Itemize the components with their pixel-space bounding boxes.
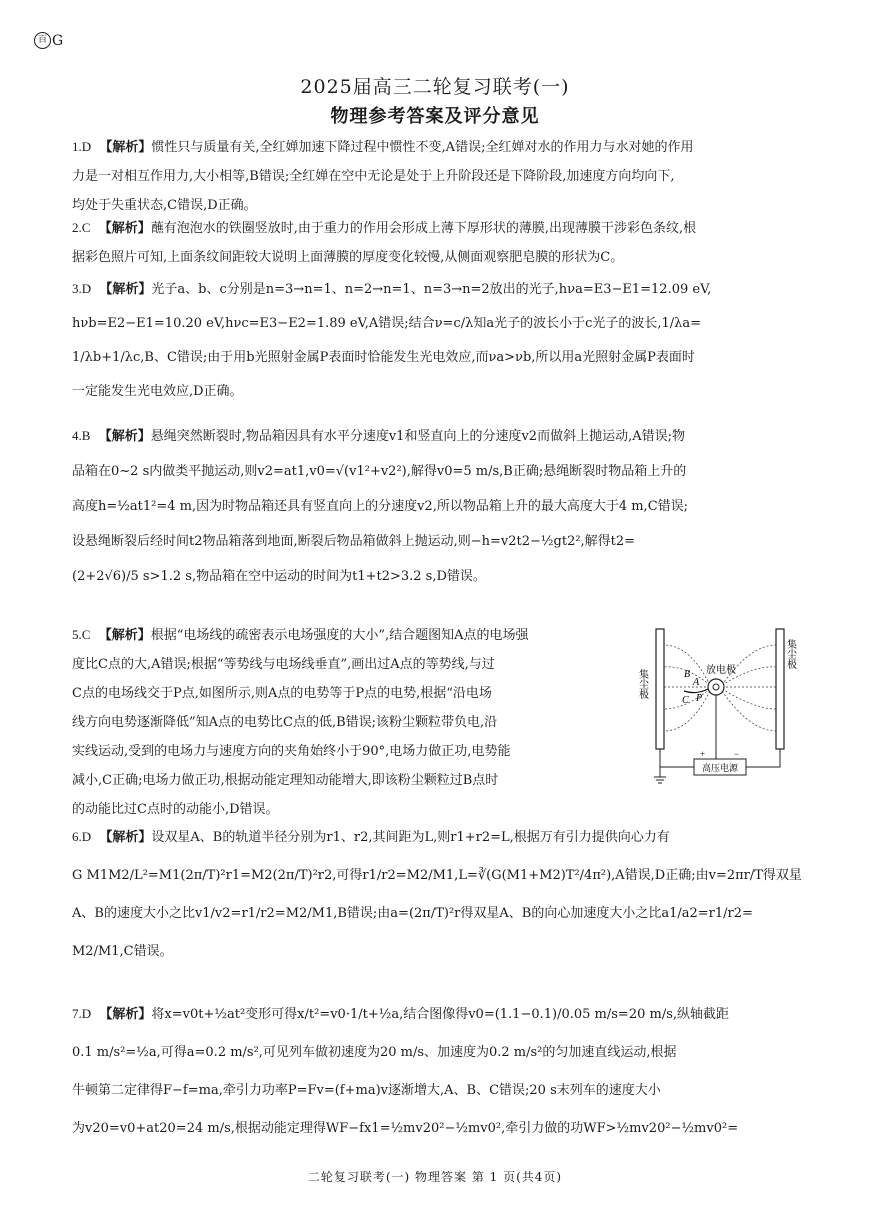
answer-text-line: 线方向电势逐渐降低”知A点的电势比C点的低,B错误;该粉尘颗粒带负电,沿: [72, 715, 498, 730]
answer-1: [72, 132, 802, 220]
answer-key: 7.D: [72, 1006, 92, 1021]
electrostatic-precipitator-diagram: [636, 625, 800, 785]
discharge-electrode: [708, 679, 724, 695]
analysis-tag: 【解析】: [99, 1007, 152, 1022]
point-p-label: P: [696, 693, 703, 704]
analysis-tag: 【解析】: [98, 221, 151, 236]
answer-text-line: 据彩色照片可知,上面条纹间距较大说明上面薄膜的厚度变化较慢,从侧面观察肥皂膜的形状为C。: [72, 250, 624, 265]
answer-text-line: 蘸有泡泡水的铁圈竖放时,由于重力的作用会形成上薄下厚形状的薄膜,出现薄膜干涉彩色条纹,根: [150, 221, 697, 236]
minus-sign: −: [734, 749, 740, 759]
point-c-label: C: [682, 695, 689, 706]
publisher-logo: [34, 32, 63, 49]
answer-text-line: 为v20=v0+at20=24 m/s,根据动能定理得WF−fx1=½mv20²−½mv0²,牵引力做的功WF>½mv20²−½mv0²=: [72, 1121, 739, 1136]
analysis-tag: 【解析】: [99, 282, 152, 297]
point-b-label: B: [684, 669, 691, 680]
answer-text-line: 均处于失重状态,C错误,D正确。: [72, 198, 257, 213]
page-footer: 二轮复习联考(一) 物理答案 第 1 页(共4页): [307, 1170, 563, 1184]
answer-text-line: 实线运动,受到的电场力与速度方向的夹角始终小于90°,电场力做正功,电势能: [72, 744, 511, 759]
answer-6: [72, 818, 802, 971]
answer-text-line: 将x=v0t+½at²变形可得x/t²=v0·1/t+½a,结合图像得v0=(1.1−0.1)/0.05 m/s=20 m/s,纵轴截距: [151, 1007, 730, 1022]
left-collector-plate: [656, 629, 664, 749]
answer-key: 5.C: [72, 627, 91, 642]
answer-key: 4.B: [72, 428, 91, 443]
supply-label: 高压电源: [701, 763, 739, 773]
answer-text-line: 高度h=½at1²=4 m,因为时物品箱还具有竖直向上的分速度v2,所以物品箱上升的最大高度大于4 m,C错误;: [72, 499, 689, 514]
answer-5: [72, 620, 592, 824]
answer-text-line: C点的电场线交于P点,如图所示,则A点的电势等于P点的电势,根据“沿电场: [72, 686, 492, 701]
answer-text-line: 光子a、b、c分别是n=3→n=1、n=2→n=1、n=3→n=2放出的光子,hνa=E3−E1=12.09 eV,: [151, 282, 712, 297]
circuit-wire-left: [660, 749, 694, 767]
answer-text-line: 悬绳突然断裂时,物品箱因具有水平分速度v1和竖直向上的分速度v2而做斜上抛运动,A错误;物: [150, 429, 685, 444]
answer-key: 3.D: [72, 281, 92, 296]
answer-text-line: 根据“电场线的疏密表示电场强度的大小”,结合题图知A点的电场强: [150, 628, 529, 643]
logo-mark: 百: [34, 32, 51, 49]
answer-key: 6.D: [72, 829, 92, 844]
answer-text-line: 度比C点的大,A错误;根据“等势线与电场线垂直”,画出过A点的等势线,与过: [72, 657, 495, 672]
left-plate-label: 集尘极: [636, 669, 648, 699]
page-subtitle: 物理参考答案及评分意见: [330, 106, 540, 127]
answer-text-line: A、B的速度大小之比v1/v2=r1/r2=M2/M1,B错误;由a=(2π/T)²r得双星A、B的向心加速度大小之比a1/a2=r1/r2=: [72, 906, 753, 921]
electrode-label: 放电极: [706, 665, 736, 676]
answer-3: [72, 272, 802, 409]
circuit-wire-right: [746, 749, 780, 767]
point-a-label: A: [693, 677, 700, 688]
answer-text-line: (2+2√6)/5 s>1.2 s,物品箱在空中运动的时间为t1+t2>3.2 s,D错误。: [72, 569, 486, 584]
answer-text-line: 品箱在0~2 s内做类平抛运动,则v2=at1,v0=√(v1²+v2²),解得v0=5 m/s,B正确;悬绳断裂时物品箱上升的: [72, 464, 687, 479]
logo-letter: G: [52, 32, 64, 49]
answer-text-line: 惯性只与质量有关,全红婵加速下降过程中惯性不变,A错误;全红婵对水的作用力与水对她的作用: [151, 140, 694, 155]
answer-text-line: hνb=E2−E1=10.20 eV,hνc=E3−E2=1.89 eV,A错误;结合ν=c/λ知a光子的波长小于c光子的波长,1/λa=: [72, 316, 702, 331]
right-collector-plate: [776, 629, 784, 749]
answer-text-line: 1/λb+1/λc,B、C错误;由于用b光照射金属P表面时恰能发生光电效应,而νa>νb,所以用a光照射金属P表面时: [72, 350, 695, 365]
answer-4: [72, 418, 802, 594]
analysis-tag: 【解析】: [98, 429, 151, 444]
answer-text-line: 0.1 m/s²=½a,可得a=0.2 m/s²,可见列车做初速度为20 m/s、加速度为0.2 m/s²的匀加速直线运动,根据: [72, 1045, 677, 1060]
answer-key: 2.C: [72, 220, 91, 235]
answer-text-line: M2/M1,C错误。: [72, 944, 173, 959]
right-plate-label: 集尘极: [784, 639, 796, 669]
answer-7: [72, 995, 802, 1148]
page-title: 2025届高三二轮复习联考(一): [300, 76, 570, 98]
answer-text-line: 牛顿第二定律得F−f=ma,牵引力功率P=Fv=(f+ma)v逐渐增大,A、B、C错误;20 s末列车的速度大小: [72, 1083, 661, 1098]
answer-text-line: G M1M2/L²=M1(2π/T)²r1=M2(2π/T)²r2,可得r1/r2=M2/M1,L=∛(G(M1+M2)T²/4π²),A错误,D正确;由v=2πr/T得双星: [72, 868, 802, 883]
answer-2: [72, 213, 802, 272]
analysis-tag: 【解析】: [98, 628, 151, 643]
answer-key: 1.D: [72, 139, 92, 154]
answer-text-line: 力是一对相互作用力,大小相等,B错误;全红婵在空中无论是处于上升阶段还是下降阶段,加速度方向均向下,: [72, 169, 675, 184]
answer-text-line: 设悬绳断裂后经时间t2物品箱落到地面,断裂后物品箱做斜上抛运动,则−h=v2t2−½gt2²,解得t2=: [72, 534, 636, 549]
answer-text-line: 减小,C正确;电场力做正功,根据动能定理知动能增大,即该粉尘颗粒过B点时: [72, 773, 499, 788]
analysis-tag: 【解析】: [99, 830, 152, 845]
answer-text-line: 设双星A、B的轨道半径分别为r1、r2,其间距为L,则r1+r2=L,根据万有引力提供向心力有: [151, 830, 670, 845]
answer-text-line: 的动能比过C点时的动能小,D错误。: [72, 802, 279, 817]
analysis-tag: 【解析】: [99, 140, 152, 155]
plus-sign: +: [700, 749, 706, 759]
answer-text-line: 一定能发生光电效应,D正确。: [72, 384, 243, 399]
